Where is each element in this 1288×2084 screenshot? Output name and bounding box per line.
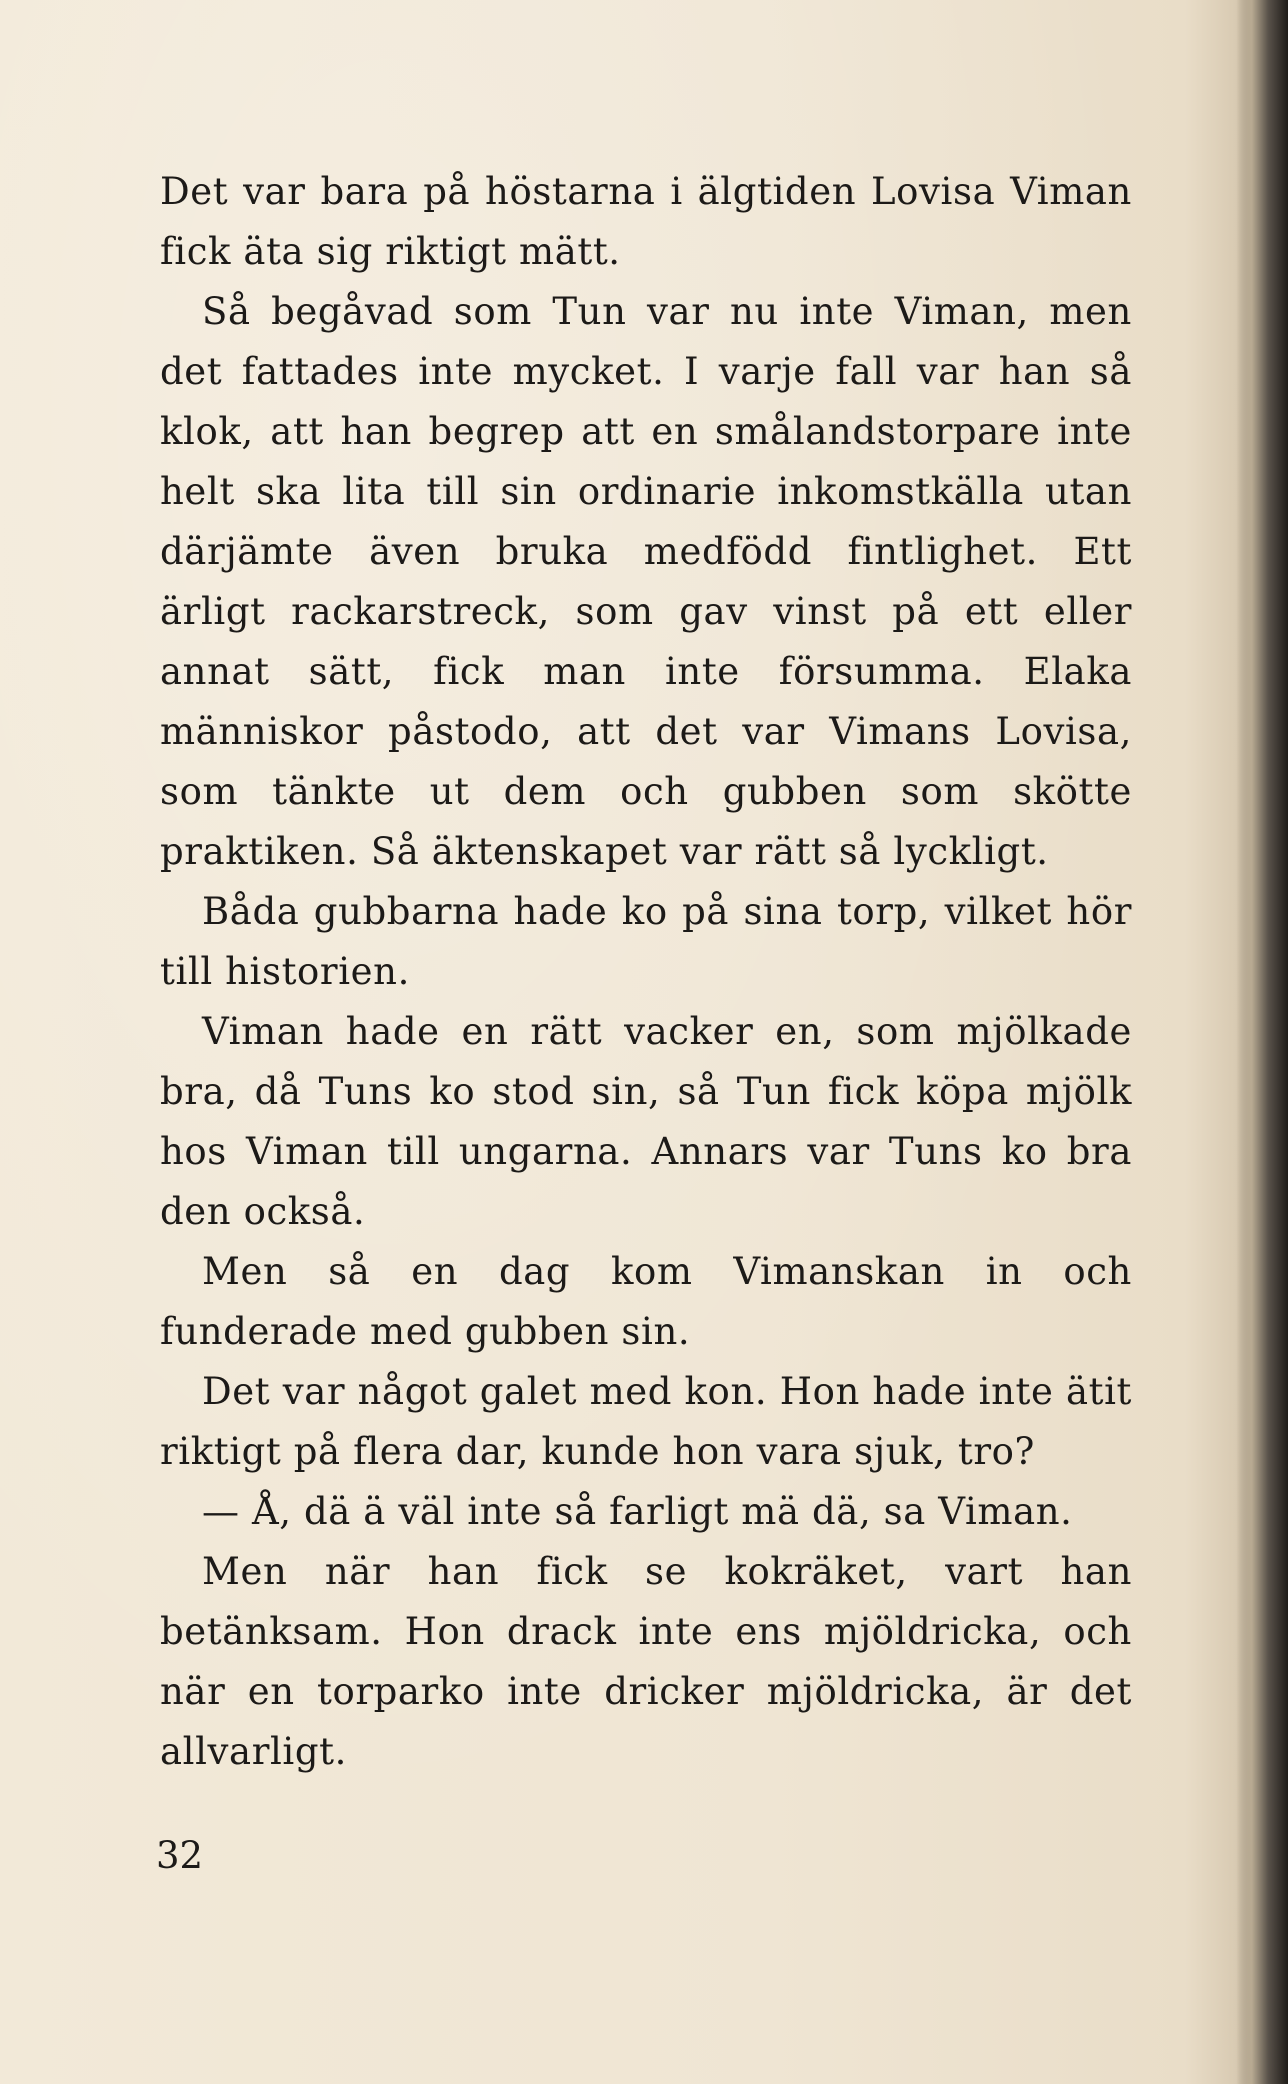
- paragraph-4: Viman hade en rätt vacker en, som mjölkade bra, då Tuns ko stod sin, så Tun fick köpa mjölk hos Viman till ungarna. Annars var Tuns ko bra den också.: [160, 1010, 1132, 1233]
- paragraph-7: — Å, dä ä väl inte så farligt mä dä, sa Viman.: [202, 1490, 1073, 1533]
- paragraph-2: Så begåvad som Tun var nu inte Viman, men det fattades inte mycket. I varje fall var han så klok, att han begrep att en smålandstorpare inte helt ska lita till sin ordinarie inkomstkälla utan därjämte även bruka medfödd fintlighet. Ett ärligt rackarstreck, som gav vinst på ett eller annat sätt, fick man inte försumma. Elaka människor påstodo, att det var Vimans Lovisa, som tänkte ut dem och gubben som skötte praktiken. Så äktenskapet var rätt så lyckligt.: [160, 290, 1132, 873]
- paragraph-1: Det var bara på höstarna i älgtiden Lovisa Viman fick äta sig riktigt mätt.: [160, 170, 1132, 273]
- paragraph-6: Det var något galet med kon. Hon hade inte ätit riktigt på flera dar, kunde hon vara sjuk, tro?: [160, 1370, 1132, 1473]
- page-number: 32: [156, 1834, 204, 1877]
- paragraph-3: Båda gubbarna hade ko på sina torp, vilket hör till historien.: [160, 890, 1132, 993]
- paragraph-8: Men när han fick se kokräket, vart han betänksam. Hon drack inte ens mjöldricka, och när en torparko inte dricker mjöldricka, är det allvarligt.: [160, 1550, 1132, 1773]
- spine-shadow: [1236, 0, 1288, 2084]
- body-text: [160, 162, 1132, 1782]
- paragraph-5: Men så en dag kom Vimanskan in och funderade med gubben sin.: [160, 1250, 1132, 1353]
